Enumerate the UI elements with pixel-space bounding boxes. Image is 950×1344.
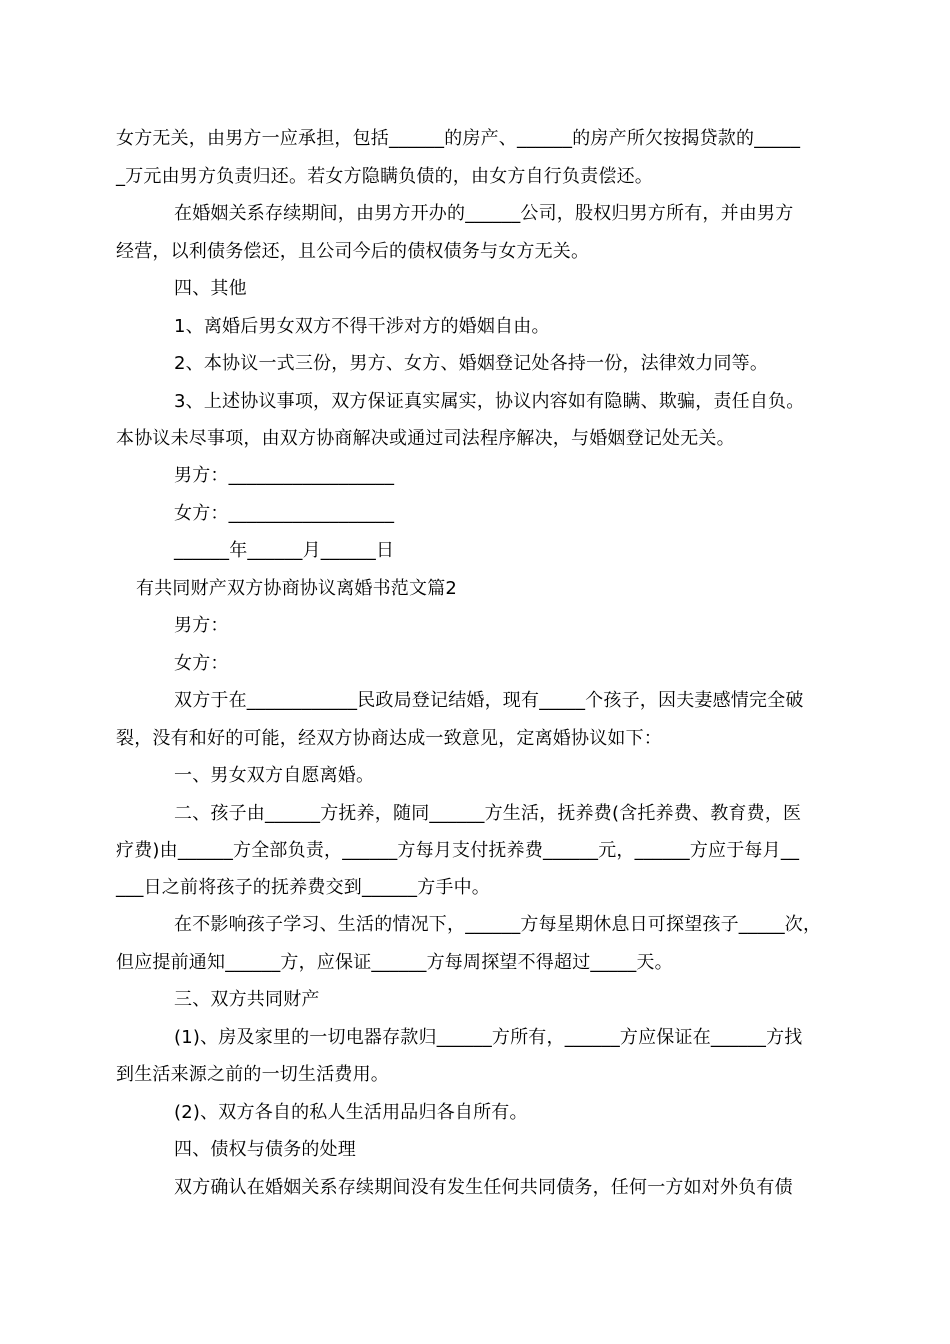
paragraph-line: 双方于在____________民政局登记结婚，现有_____个孩子，因夫妻感情完全破 <box>174 690 804 711</box>
signature-line-male: 男方：__________________ <box>174 465 395 486</box>
paragraph-line: (2)、双方各自的私人生活用品归各自所有。 <box>174 1102 528 1123</box>
paragraph-line: 1、离婚后男女双方不得干涉对方的婚姻自由。 <box>174 316 550 337</box>
paragraph-line: 本协议未尽事项，由双方协商解决或通过司法程序解决，与婚姻登记处无关。 <box>116 428 735 449</box>
paragraph-line: 但应提前通知______方，应保证______方每周探望不得超过_____天。 <box>116 952 673 973</box>
signature-line-female: 女方：__________________ <box>174 503 395 524</box>
paragraph-line: 3、上述协议事项，双方保证真实属实，协议内容如有隐瞒、欺骗，责任自负。 <box>174 391 805 412</box>
section-heading: 三、双方共同财产 <box>174 989 320 1010</box>
section-heading: 四、债权与债务的处理 <box>174 1139 356 1160</box>
paragraph-line: 在不影响孩子学习、生活的情况下，______方每星期休息日可探望孩子_____次， <box>174 914 822 935</box>
paragraph-line: 2、本协议一式三份，男方、女方、婚姻登记处各持一份，法律效力同等。 <box>174 353 769 374</box>
paragraph-line: 裂，没有和好的可能，经双方协商达成一致意见，定离婚协议如下： <box>116 728 662 749</box>
section-title: 有共同财产双方协商协议离婚书范文篇2 <box>136 578 458 599</box>
paragraph-line: 女方无关，由男方一应承担，包括______的房产、______的房产所欠按揭贷款的_____ <box>116 128 801 149</box>
date-line: ______年______月______日 <box>174 540 395 561</box>
paragraph-line: 二、孩子由______方抚养，随同______方生活，抚养费(含托养费、教育费，医 <box>174 803 802 824</box>
paragraph-line: ___日之前将孩子的抚养费交到______方手中。 <box>116 877 490 898</box>
party-female: 女方： <box>174 653 229 674</box>
section-heading: 四、其他 <box>174 278 247 299</box>
paragraph-line: 经营，以利债务偿还，且公司今后的债权债务与女方无关。 <box>116 241 590 262</box>
paragraph-line: 双方确认在婚姻关系存续期间没有发生任何共同债务，任何一方如对外负有债 <box>174 1177 793 1198</box>
paragraph-line: 一、男女双方自愿离婚。 <box>174 765 375 786</box>
paragraph-line: 到生活来源之前的一切生活费用。 <box>116 1064 389 1085</box>
paragraph-line: (1)、房及家里的一切电器存款归______方所有，______方应保证在______方找 <box>174 1027 803 1048</box>
party-male: 男方： <box>174 615 229 636</box>
paragraph-line: _万元由男方负责归还。若女方隐瞒负债的，由女方自行负责偿还。 <box>116 166 653 187</box>
paragraph-line: 疗费)由______方全部负责，______方每月支付抚养费______元，______方应于每月__ <box>116 840 800 861</box>
paragraph-line: 在婚姻关系存续期间，由男方开办的______公司，股权归男方所有，并由男方 <box>174 203 794 224</box>
